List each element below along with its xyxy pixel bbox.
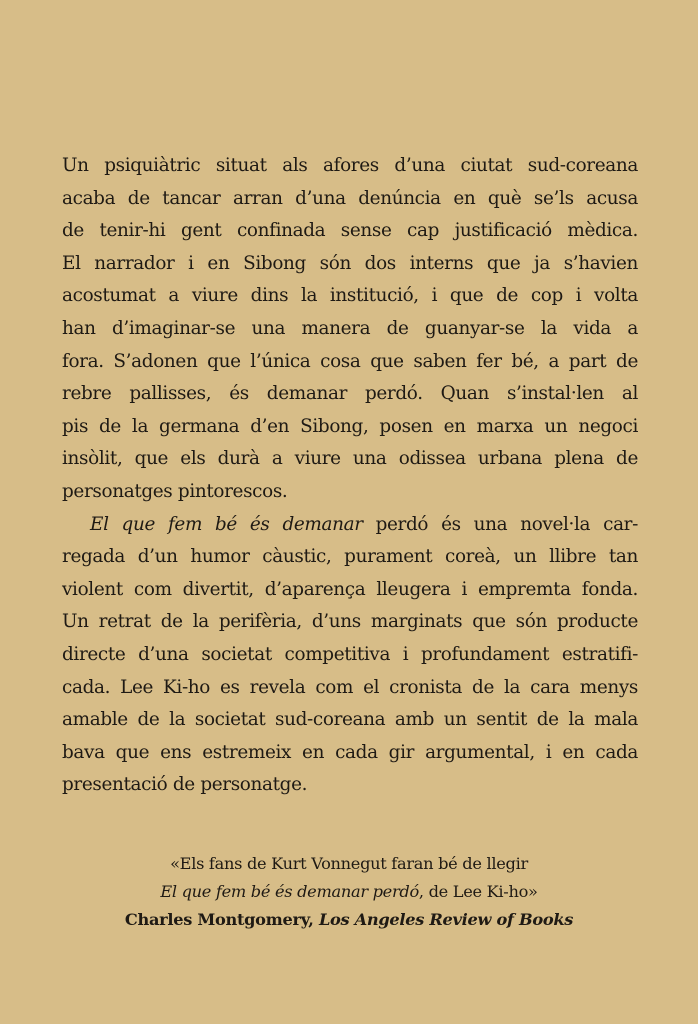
- blurb-line: El narrador i en Sibong són dos interns que ja s’havien: [62, 252, 638, 274]
- quote-author: Charles Montgomery,: [124, 910, 319, 929]
- blurb-line: Un psiquiàtric situat als afores d’una ciutat sud-coreana: [62, 155, 638, 176]
- blurb-line-rest: perdó és una novel·la car-: [362, 513, 638, 535]
- blurb-line: presentació de personatge.: [62, 774, 308, 796]
- blurb-line: insòlit, que els durà a viure una odissea urbana plena de: [62, 448, 638, 470]
- review-quote: [40, 850, 658, 934]
- blurb-line: han d’imaginar-se una manera de guanyar-se la vida a: [62, 317, 638, 339]
- blurb-line: pis de la germana d’en Sibong, posen en marxa un negoci: [62, 415, 638, 437]
- blurb-line: acaba de tancar arran d’una denúncia en què se’ls acusa: [62, 187, 638, 209]
- blurb-line: acostumat a viure dins la institució, i que de cop i volta: [62, 285, 638, 307]
- blurb-line: fora. S’adonen que l’única cosa que saben fer bé, a part de: [62, 350, 638, 372]
- blurb-line: cada. Lee Ki-ho es revela com el cronista de la cara menys: [62, 676, 638, 698]
- book-title-italic: El que fem bé és demanar: [90, 513, 363, 535]
- blurb-line: personatges pintorescos.: [62, 480, 288, 502]
- quote-line-rest: , de Lee Ki-ho»: [418, 882, 538, 901]
- blurb-line: regada d’un humor càustic, purament coreà, un llibre tan: [62, 546, 638, 568]
- quote-line: «Els fans de Kurt Vonnegut faran bé de llegir: [170, 854, 528, 873]
- blurb-line: amable de la societat sud-coreana amb un sentit de la mala: [62, 709, 638, 731]
- quote-book-title: El que fem bé és demanar perdó: [160, 882, 419, 901]
- blurb-line-paragraph2-start: [62, 509, 638, 542]
- blurb-line: rebre pallisses, és demanar perdó. Quan s’instal·len al: [62, 383, 638, 405]
- blurb-line: directe d’una societat competitiva i profundament estratifi-: [62, 643, 638, 665]
- quote-source: Los Angeles Review of Books: [318, 910, 574, 929]
- blurb-line: violent com divertit, d’aparença lleugera i empremta fonda.: [62, 578, 638, 600]
- blurb-line: de tenir-hi gent confinada sense cap justificació mèdica.: [62, 220, 638, 242]
- quote-line: [40, 878, 658, 906]
- blurb-line: bava que ens estremeix en cada gir argumental, i en cada: [62, 741, 638, 763]
- blurb-line: Un retrat de la perifèria, d’uns marginats que són producte: [62, 611, 638, 633]
- blurb-text: [62, 150, 638, 802]
- quote-attribution: [40, 906, 658, 934]
